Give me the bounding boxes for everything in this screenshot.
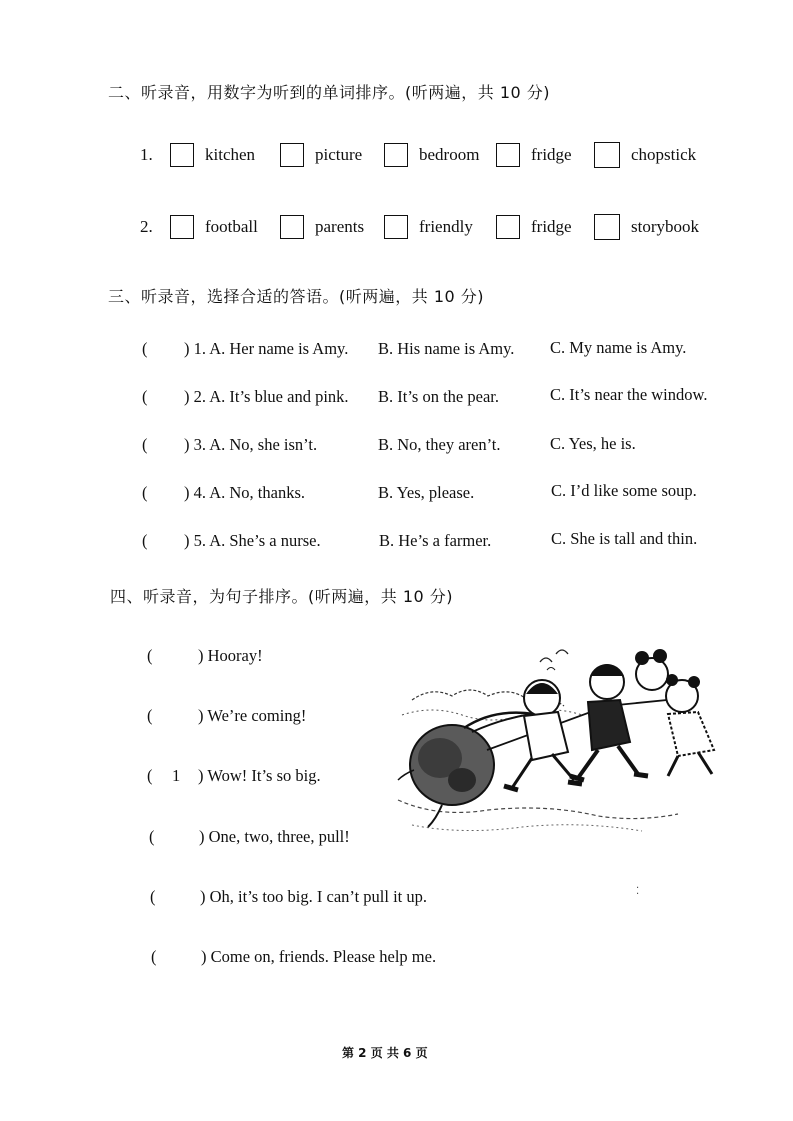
option-c: C. I’d like some soup. <box>551 481 697 500</box>
option-a: ) 4. A. No, thanks. <box>184 483 305 502</box>
answer-paren[interactable]: ( <box>142 339 148 358</box>
sentence-text: ) Wow! It’s so big. <box>198 766 321 785</box>
scan-mark: ⁚ <box>636 886 640 897</box>
answer-box[interactable] <box>496 143 520 167</box>
word-label: fridge <box>531 217 572 236</box>
word-label: friendly <box>419 217 473 236</box>
answer-paren[interactable]: ( <box>147 706 153 725</box>
word-item <box>384 143 496 167</box>
answer-paren[interactable]: ( <box>147 766 153 785</box>
option-c: C. My name is Amy. <box>550 338 687 357</box>
answer-box[interactable] <box>384 143 408 167</box>
section-3-heading: 三、听录音，选择合适的答语。(听两遍，共 10 分) <box>108 287 485 306</box>
answer-paren[interactable]: ( <box>142 531 148 550</box>
answer-box[interactable] <box>170 215 194 239</box>
word-label: chopstick <box>631 145 697 164</box>
pulling-turnip-illustration <box>392 640 732 850</box>
answer-box[interactable] <box>594 142 620 168</box>
option-b: B. He’s a farmer. <box>379 531 492 550</box>
word-item <box>280 143 384 167</box>
answer-box[interactable] <box>280 215 304 239</box>
option-b: B. No, they aren’t. <box>378 435 501 454</box>
option-b: B. Yes, please. <box>378 483 475 502</box>
option-c: C. She is tall and thin. <box>551 529 698 548</box>
word-row-2 <box>140 212 699 242</box>
sentence-text: ) Oh, it’s too big. I can’t pull it up. <box>200 887 428 906</box>
page-footer: 第 2 页 共 6 页 <box>342 1046 428 1060</box>
answer-paren[interactable]: ( <box>147 646 153 665</box>
row-number: 2. <box>140 217 153 236</box>
word-label: storybook <box>631 217 699 236</box>
section-4-heading: 四、听录音，为句子排序。(听两遍，共 10 分) <box>110 587 454 606</box>
word-item <box>496 143 594 167</box>
word-item <box>384 215 496 239</box>
word-label: picture <box>315 145 363 164</box>
word-label: kitchen <box>205 145 256 164</box>
answer-paren[interactable]: ( <box>150 887 156 906</box>
word-item <box>496 215 594 239</box>
answer-paren[interactable]: ( <box>151 947 157 966</box>
option-a: ) 5. A. She’s a nurse. <box>184 531 321 550</box>
answer-paren[interactable]: ( <box>142 387 148 406</box>
answer-box[interactable] <box>170 143 194 167</box>
word-label: football <box>205 217 258 236</box>
answer-box[interactable] <box>496 215 520 239</box>
answer-box[interactable] <box>280 143 304 167</box>
word-label: fridge <box>531 145 572 164</box>
option-a: ) 2. A. It’s blue and pink. <box>184 387 349 406</box>
sentence-text: ) One, two, three, pull! <box>199 827 350 846</box>
section-2-heading: 二、听录音，用数字为听到的单词排序。(听两遍，共 10 分) <box>108 83 551 102</box>
word-item <box>594 142 696 168</box>
word-item <box>594 214 699 240</box>
sentence-text: ) Come on, friends. Please help me. <box>201 947 437 966</box>
answer-paren[interactable]: ( <box>142 483 148 502</box>
option-c: C. It’s near the window. <box>550 385 708 404</box>
answer-box[interactable] <box>384 215 408 239</box>
word-label: bedroom <box>419 145 480 164</box>
sentence-text: ) We’re coming! <box>198 706 307 725</box>
sentence-text: ) Hooray! <box>198 646 263 665</box>
answer-number: 1 <box>172 766 181 785</box>
word-label: parents <box>315 217 365 236</box>
answer-paren[interactable]: ( <box>142 435 148 454</box>
option-c: C. Yes, he is. <box>550 434 636 453</box>
option-b: B. His name is Amy. <box>378 339 515 358</box>
word-item <box>170 143 280 167</box>
answer-box[interactable] <box>594 214 620 240</box>
answer-paren[interactable]: ( <box>149 827 155 846</box>
option-a: ) 3. A. No, she isn’t. <box>184 435 318 454</box>
option-b: B. It’s on the pear. <box>378 387 499 406</box>
word-row-1 <box>140 140 696 170</box>
word-item <box>170 215 280 239</box>
row-number: 1. <box>140 145 153 164</box>
option-a: ) 1. A. Her name is Amy. <box>184 339 349 358</box>
word-item <box>280 215 384 239</box>
